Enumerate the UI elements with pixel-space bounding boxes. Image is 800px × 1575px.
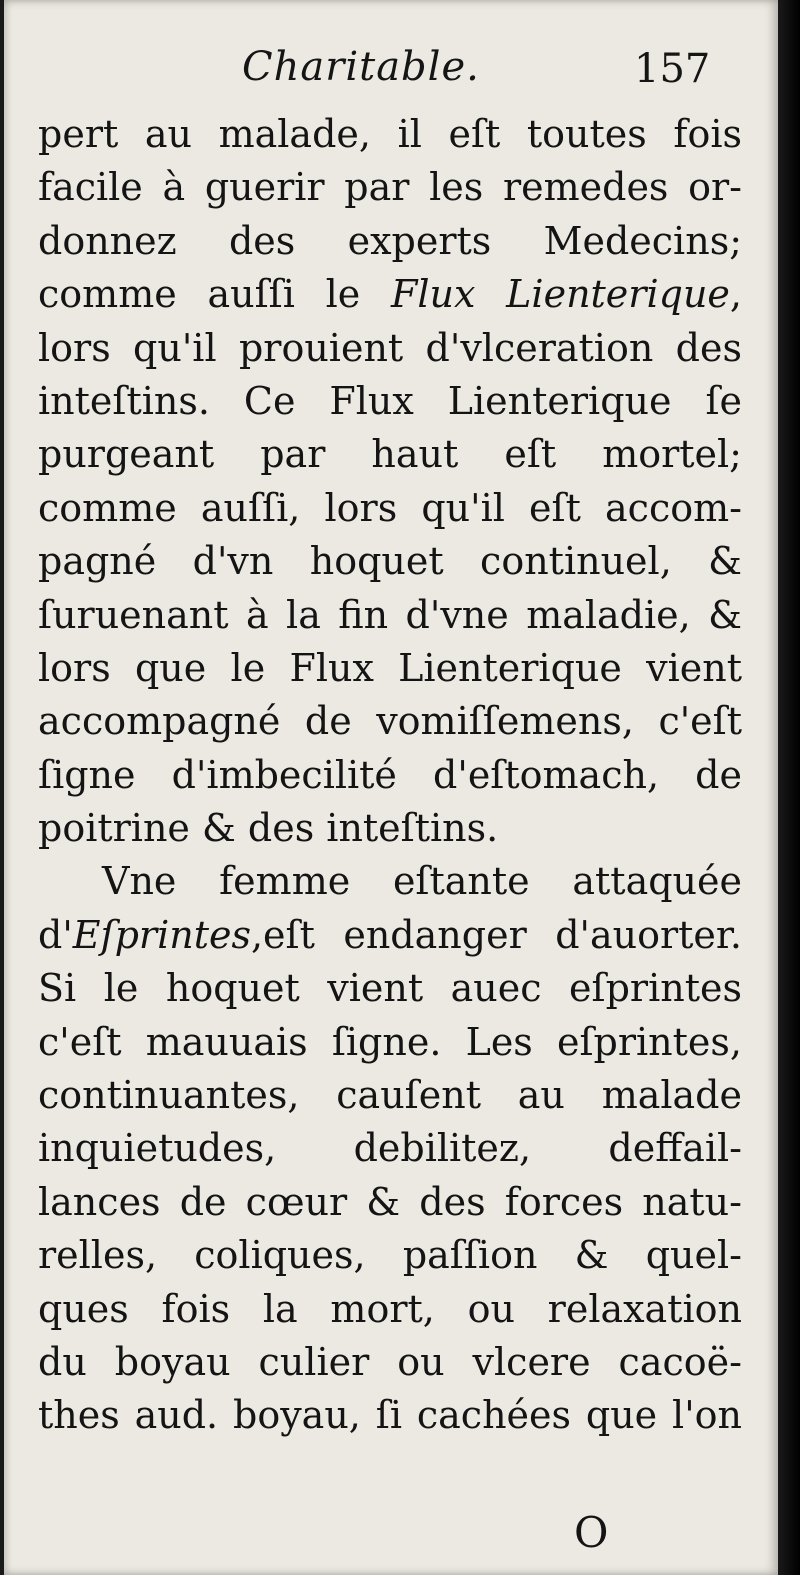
text-line: ques fois la mort, ou relaxation <box>38 1286 742 1331</box>
italic-term-flux-lienterique: Flux Lienterique <box>391 272 730 317</box>
text-line: donnez des experts Medecins; <box>38 218 742 263</box>
book-page <box>4 0 780 1575</box>
text-line: c'eſt mauuais ſigne. Les eſprintes, <box>38 1019 742 1064</box>
text-line: inquietudes, debilitez, deffail- <box>38 1126 742 1171</box>
text-line: accompagné de vomiſſemens, c'eſt <box>38 699 742 744</box>
text-line: purgeant par haut eſt mortel; <box>38 432 742 477</box>
text-line: pert au malade, il eſt toutes fois <box>38 112 742 156</box>
text-line: lors qu'il prouient d'vlceration des <box>38 325 742 370</box>
text-line: lances de cœur & des forces natu- <box>38 1179 742 1224</box>
page-number: 157 <box>634 46 711 92</box>
text-line <box>38 909 742 962</box>
text-line: facile à guerir par les remedes or- <box>38 165 742 210</box>
text-line: lors que le Flux Lienterique vient <box>38 645 742 690</box>
page-header <box>4 44 780 104</box>
text-line: comme auſſi, lors qu'il eſt accom- <box>38 485 742 530</box>
text-line: pagné d'vn hoquet continuel, & <box>38 539 742 584</box>
running-title: Charitable. <box>242 44 480 90</box>
body-text <box>38 108 742 1443</box>
text-span: ,eſt endanger d'auorter. <box>250 912 742 957</box>
text-line: inteſtins. Ce Flux Lienterique ſe <box>38 378 742 423</box>
text-span: d' <box>38 912 73 957</box>
text-line: thes aud. boyau, ſi cachées que l'on <box>38 1393 742 1438</box>
text-line: Si le hoquet vient auec eſprintes <box>38 966 742 1011</box>
catchword: O <box>574 1508 609 1557</box>
italic-term-esprintes: Eſprintes <box>72 912 251 957</box>
text-span: comme auſſi le <box>38 272 392 317</box>
text-line: ſigne d'imbecilité d'eſtomach, de <box>38 752 742 797</box>
book-spine-shadow <box>778 0 800 1575</box>
text-line: continuantes, cauſent au malade <box>38 1073 742 1118</box>
text-line: Vne femme eſtante attaquée <box>102 859 742 904</box>
text-line: poitrine & des inteſtins. <box>38 806 499 851</box>
text-line: relles, coliques, paſſion & quel- <box>38 1233 742 1278</box>
text-span: , <box>729 272 742 317</box>
text-line: ſuruenant à la fin d'vne maladie, & <box>38 592 742 637</box>
text-line <box>38 268 742 321</box>
text-line: du boyau culier ou vlcere cacoë- <box>38 1339 742 1384</box>
